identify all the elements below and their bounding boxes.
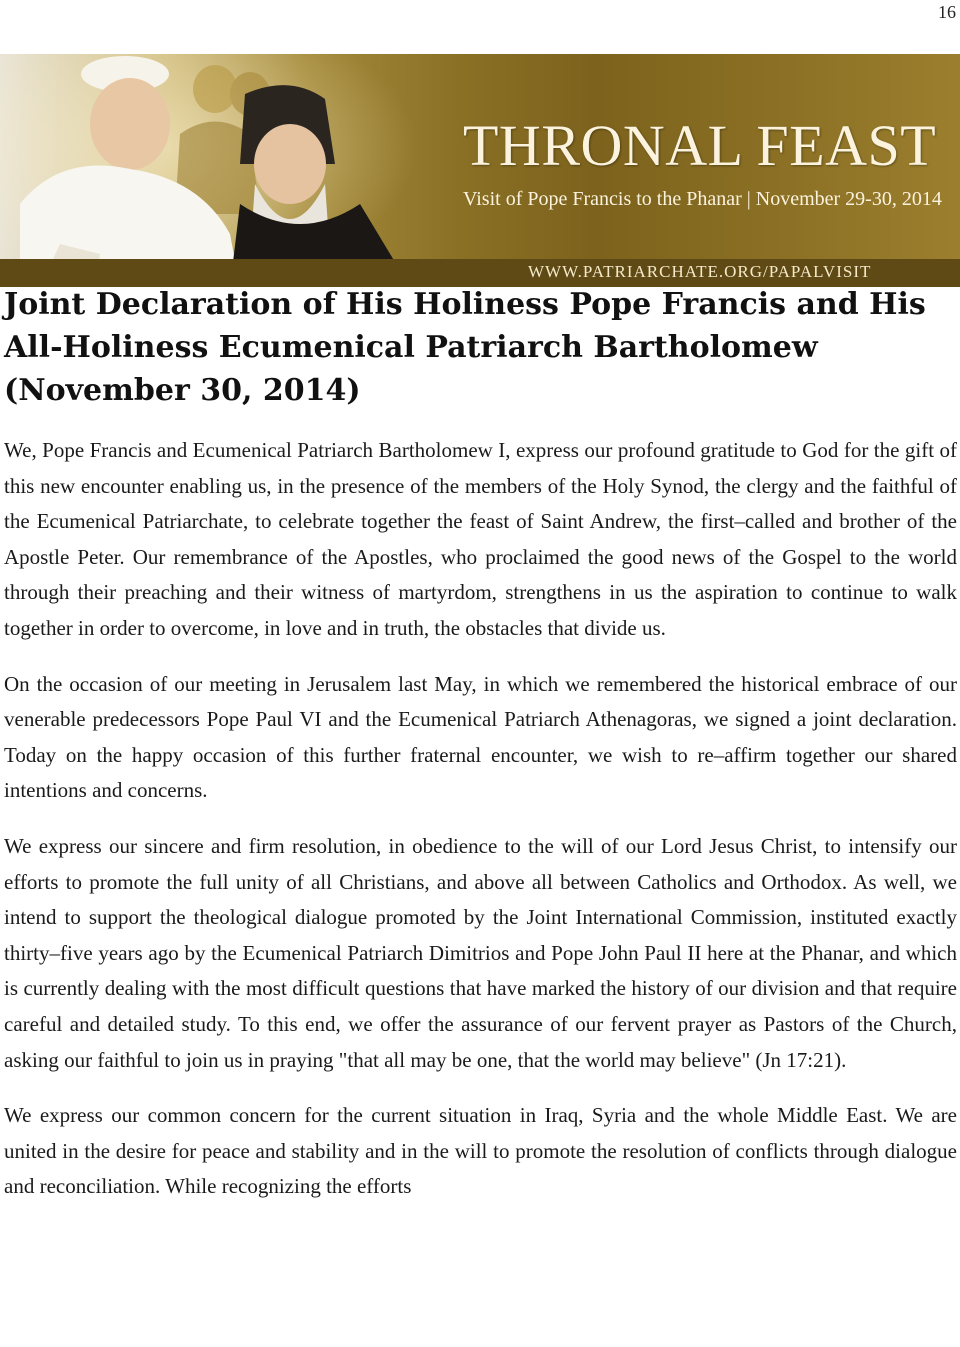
banner-photo-figures (0, 54, 460, 287)
title-line: All-Holiness Ecumenical Patriarch Bartholomew (4, 330, 818, 365)
title-line: (November 30, 2014) (4, 373, 361, 408)
document-title (4, 283, 954, 412)
body-paragraph: We express our common concern for the current situation in Iraq, Syria and the whole Middle East. We are united in the desire for peace and stability and in the will to promote the resolution of conflicts through dialogue and reconciliation. While recognizing the efforts (4, 1103, 957, 1199)
document-body (4, 433, 957, 1225)
patriarch-figure (230, 85, 410, 287)
banner-url-link[interactable]: WWW.PATRIARCHATE.ORG/PAPALVISIT (528, 262, 872, 281)
banner-title: THRONAL FEAST (463, 113, 937, 178)
body-paragraph: We, Pope Francis and Ecumenical Patriarch Bartholomew I, express our profound gratitude to God for the gift of this new encounter enabling us, in the presence of the members of the Holy Synod, the clergy and the faithful of the Ecumenical Patriarchate, to celebrate together the feast of Saint Andrew, the first–called and brother of the Apostle Peter. Our remembrance of the Apostles, who proclaimed the good news of the Gospel to the world through their preaching and their witness of martyrdom, strengthens in us the aspiration to continue to walk together in order to overcome, in love and in truth, the obstacles that divide us. (4, 438, 957, 640)
page-number: 16 (938, 2, 956, 22)
banner-subtitle: Visit of Pope Francis to the Phanar | November 29-30, 2014 (463, 188, 942, 210)
body-paragraph: On the occasion of our meeting in Jerusalem last May, in which we remembered the historical embrace of our venerable predecessors Pope Paul VI and the Ecumenical Patriarch Athenagoras, we signed a joint declaration. Today on the happy occasion of this further fraternal encounter, we wish to re–affirm together our shared intentions and concerns. (4, 671, 957, 803)
event-banner (0, 54, 960, 287)
title-line: Joint Declaration of His Holiness Pope Francis and His (4, 287, 926, 322)
body-paragraph: We express our sincere and firm resolution, in obedience to the will of our Lord Jesus Christ, to intensify our efforts to promote the full unity of all Christians, and above all between Catholics and Orthodox. As well, we intend to support the theological dialogue promoted by the Joint International Commission, instituted exactly thirty–five years ago by the Ecumenical Patriarch Dimitrios and Pope John Paul II here at the Phanar, and which is currently dealing with the most difficult questions that have marked the history of our division and that require careful and detailed study. To this end, we offer the assurance of our fervent prayer as Pastors of the Church, asking our faithful to join us in praying "that all may be one, that the world may believe" (Jn 17:21). (4, 833, 957, 1072)
